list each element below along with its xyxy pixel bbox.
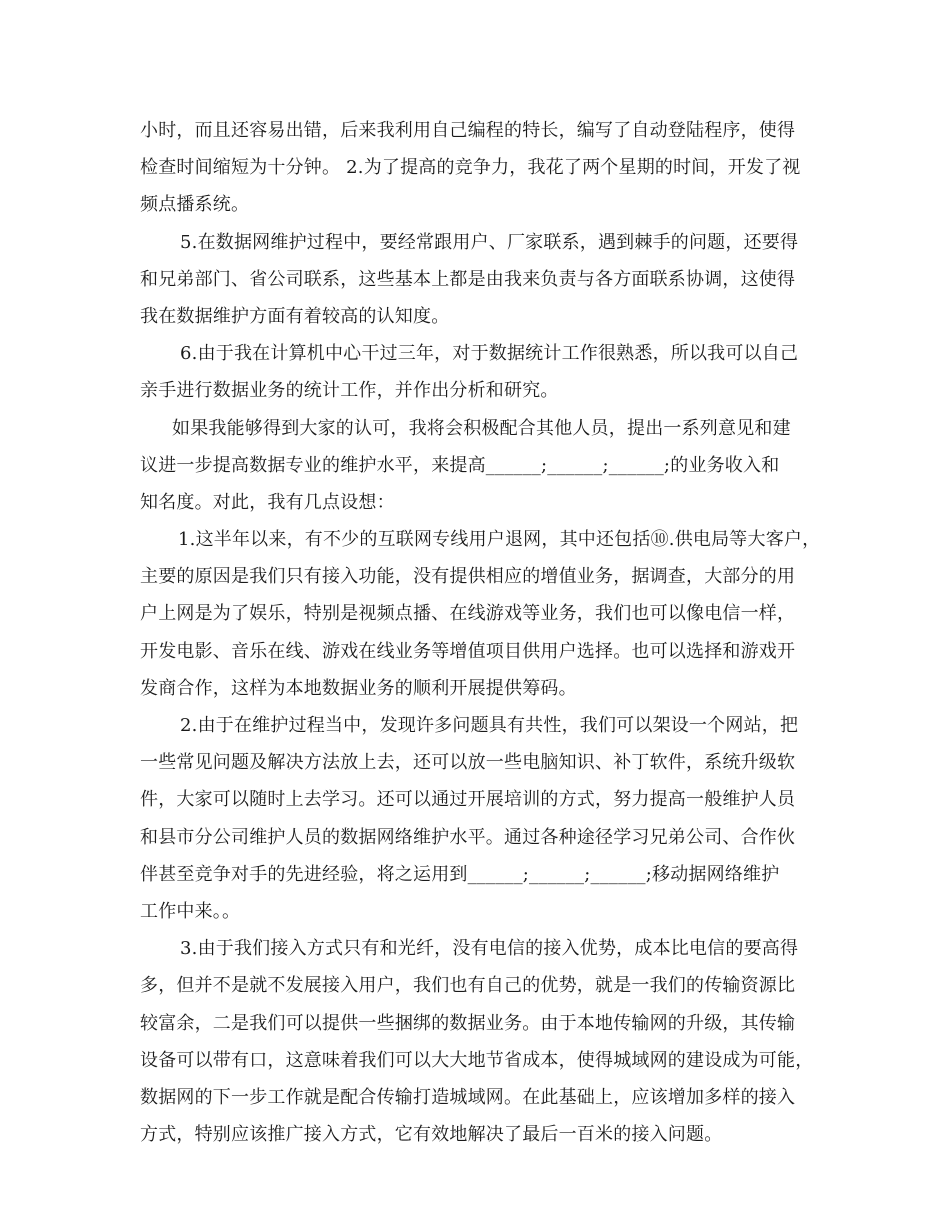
paragraph-first-line: 3.由于我们接入方式只有和光纤，没有电信的接入优势，成本比电信的要高得 (180, 938, 799, 960)
paragraph-first-line: 6.由于我在计算机中心干过三年，对于数据统计工作很熟悉，所以我可以自己 (180, 343, 799, 365)
text-line: 亲手进行数据业务的统计工作，并作出分析和研究。 (140, 380, 559, 402)
paragraph-first-line: 2.由于在维护过程当中，发现许多问题具有共性，我们可以架设一个网站，把 (180, 715, 799, 736)
text-line: 方式，特别应该推广接入方式，它有效地解决了最后一百米的接入问题。 (140, 1124, 723, 1146)
text-line: 频点播系统。 (140, 194, 250, 216)
text-line: 伴甚至竞争对手的先进经验，将之运用到______;______;______;移动据网络维护 (140, 863, 780, 885)
text-line: 一些常见问题及解决方法放上去，还可以放一些电脑知识、补丁软件，系统升级软 (140, 752, 796, 774)
text-line: 和兄弟部门、省公司联系，这些基本上都是由我来负责与各方面联系协调，这使得 (140, 268, 796, 290)
text-line: 我在数据维护方面有着较高的认知度。 (140, 305, 450, 327)
text-line: 小时，而且还容易出错，后来我利用自己编程的特长，编写了自动登陆程序，使得 (140, 120, 796, 141)
text-line: 开发电影、音乐在线、游戏在线业务等增值项目供用户选择。也可以选择和游戏开 (140, 640, 796, 662)
paragraph-first-line: 1.这半年以来，有不少的互联网专线用户退网，其中还包括⑩.供电局等大客户， (178, 529, 821, 551)
text-line: 件，大家可以随时上去学习。还可以通过开展培训的方式，努力提高一般维护人员 (140, 789, 796, 811)
text-line: 检查时间缩短为十分钟。 2.为了提高的竞争力，我花了两个星期的时间，开发了视 (140, 157, 801, 179)
text-line: 主要的原因是我们只有接入功能，没有提供相应的增值业务，据调查，大部分的用 (140, 566, 796, 588)
paragraph-first-line: 如果我能够得到大家的认可，我将会积极配合其他人员，提出一系列意见和建 (172, 417, 791, 439)
text-line: 发商合作，这样为本地数据业务的顺利开展提供筹码。 (140, 677, 577, 699)
text-line: 设备可以带有口，这意味着我们可以大大地节省成本，使得城域网的建设成为可能， (140, 1049, 814, 1071)
text-line: 知名度。对此，我有几点设想： (140, 491, 395, 513)
text-line: 户上网是为了娱乐，特别是视频点播、在线游戏等业务，我们也可以像电信一样， (140, 603, 796, 625)
text-line: 工作中来。。 (140, 900, 241, 922)
paragraph-first-line: 5.在数据网维护过程中，要经常跟用户、厂家联系，遇到棘手的问题，还要得 (180, 231, 799, 253)
text-line: 和县市分公司维护人员的数据网络维护水平。通过各种途径学习兄弟公司、合作伙 (140, 826, 796, 848)
text-line: 数据网的下一步工作就是配合传输打造城域网。在此基础上，应该增加多样的接入 (140, 1086, 796, 1108)
text-line: 多，但并不是就不发展接入用户，我们也有自己的优势，就是一我们的传输资源比 (140, 975, 796, 997)
text-line: 议进一步提高数据专业的维护水平，来提高______;______;______;的业务收入和 (140, 454, 780, 476)
text-line: 较富余，二是我们可以提供一些捆绑的数据业务。由于本地传输网的升级，其传输 (140, 1012, 796, 1034)
document-body (140, 112, 821, 1153)
